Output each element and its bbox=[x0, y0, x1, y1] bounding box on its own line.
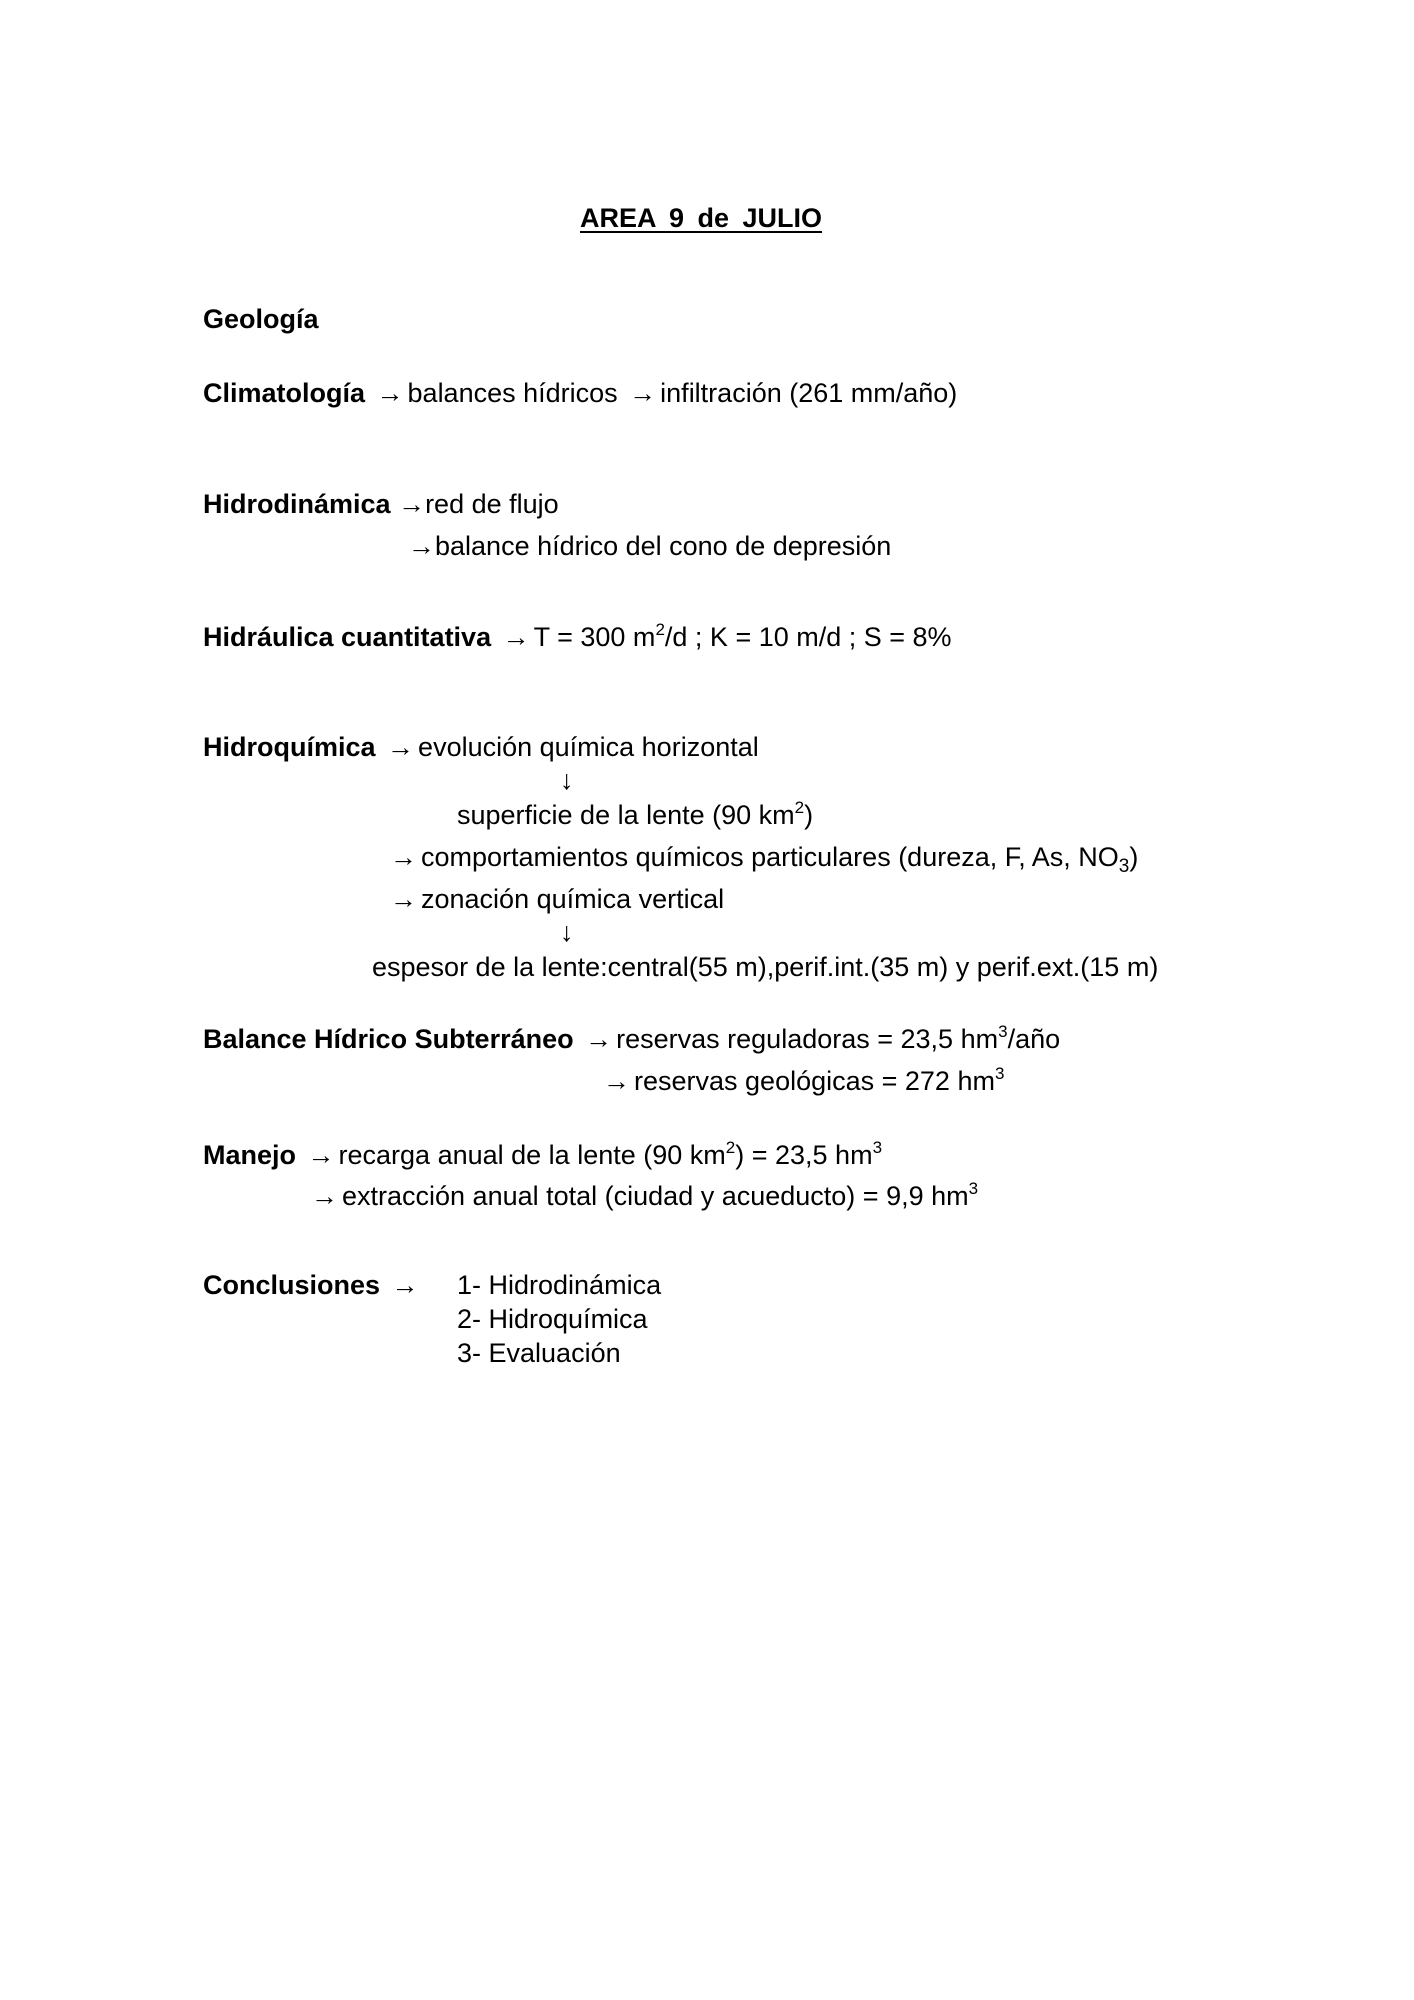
balance-line bbox=[203, 1022, 1060, 1056]
conclusiones-item: 2- Hidroquímica bbox=[457, 1304, 648, 1334]
hidroquimica-item: espesor de la lente:central(55 m),perif.int.(35 m) y perif.ext.(15 m) bbox=[372, 952, 1159, 982]
manejo-line bbox=[307, 1179, 978, 1213]
hidrodinamica-item: red de flujo bbox=[425, 489, 559, 519]
arrow-right-icon: → bbox=[585, 1024, 613, 1054]
hidraulica-value: /d ; K = 10 m/d ; S = 8% bbox=[664, 622, 952, 652]
heading-hidraulica: Hidráulica cuantitativa bbox=[203, 622, 492, 652]
balance-line bbox=[599, 1064, 1004, 1098]
arrow-right-icon: → bbox=[398, 489, 426, 519]
conclusiones-item: 1- Hidrodinámica bbox=[457, 1270, 662, 1300]
conclusiones-line bbox=[203, 1268, 423, 1302]
balance-item: reservas reguladoras = 23,5 hm bbox=[616, 1024, 999, 1054]
arrow-right-icon: → bbox=[502, 622, 530, 652]
manejo-item: recarga anual de la lente (90 km bbox=[338, 1140, 726, 1170]
subscript: 3 bbox=[1118, 856, 1130, 877]
arrow-right-icon: → bbox=[311, 1181, 338, 1211]
climatologia-item: balances hídricos bbox=[407, 378, 618, 408]
hidraulica-line bbox=[203, 620, 952, 654]
hidroquimica-item: ) bbox=[804, 800, 814, 830]
arrow-right-icon: → bbox=[408, 531, 435, 561]
heading-manejo: Manejo bbox=[203, 1140, 297, 1170]
balance-item: reservas geológicas = 272 hm bbox=[634, 1066, 995, 1096]
arrow-right-icon: → bbox=[387, 732, 415, 762]
superscript: 3 bbox=[968, 1179, 979, 1198]
hidrodinamica-item: balance hídrico del cono de depresión bbox=[435, 531, 892, 561]
manejo-item: ) = 23,5 hm bbox=[735, 1140, 873, 1170]
hidroquimica-line bbox=[386, 840, 1139, 877]
arrow-right-icon: → bbox=[390, 884, 417, 914]
hidraulica-value: T = 300 m bbox=[533, 622, 656, 652]
arrow-right-icon: → bbox=[376, 378, 404, 408]
hidroquimica-line bbox=[203, 730, 759, 764]
superscript: 2 bbox=[725, 1138, 736, 1157]
arrow-right-icon: → bbox=[629, 378, 657, 408]
arrow-right-icon: → bbox=[307, 1140, 335, 1170]
hidrodinamica-line bbox=[203, 487, 559, 521]
conclusiones-item: 3- Evaluación bbox=[457, 1338, 621, 1368]
arrow-right-icon: → bbox=[603, 1066, 630, 1096]
hidroquimica-item: ) bbox=[1129, 842, 1139, 872]
heading-climatologia: Climatología bbox=[203, 378, 366, 408]
arrow-down-icon: ↓ bbox=[560, 917, 574, 947]
hidroquimica-line bbox=[457, 798, 813, 832]
superscript: 3 bbox=[998, 1022, 1008, 1041]
heading-geologia: Geología bbox=[203, 304, 319, 334]
arrow-right-icon: → bbox=[390, 842, 417, 872]
hidroquimica-line bbox=[386, 882, 724, 916]
climatologia-item: infiltración (261 mm/año) bbox=[660, 378, 958, 408]
hidroquimica-item: comportamientos químicos particulares (dureza, F, As, NO bbox=[421, 842, 1119, 872]
climatologia-line bbox=[203, 376, 957, 410]
heading-hidroquimica: Hidroquímica bbox=[203, 732, 376, 762]
page-title: AREA 9 de JULIO bbox=[580, 203, 823, 233]
superscript: 3 bbox=[994, 1064, 1005, 1083]
hidrodinamica-line bbox=[408, 529, 891, 563]
arrow-right-icon: → bbox=[391, 1270, 419, 1300]
superscript: 3 bbox=[872, 1138, 883, 1157]
hidroquimica-item: evolución química horizontal bbox=[418, 732, 759, 762]
heading-conclusiones: Conclusiones bbox=[203, 1270, 381, 1300]
heading-hidrodinamica: Hidrodinámica bbox=[203, 489, 391, 519]
manejo-item: extracción anual total (ciudad y acueducto) = 9,9 hm bbox=[342, 1181, 969, 1211]
superscript: 2 bbox=[655, 620, 665, 639]
manejo-line bbox=[203, 1138, 882, 1172]
balance-item: /año bbox=[1007, 1024, 1061, 1054]
hidroquimica-item: superficie de la lente (90 km bbox=[457, 800, 795, 830]
heading-balance: Balance Hídrico Subterráneo bbox=[203, 1024, 574, 1054]
arrow-down-icon: ↓ bbox=[560, 765, 574, 795]
superscript: 2 bbox=[794, 798, 805, 817]
hidroquimica-item: zonación química vertical bbox=[421, 884, 725, 914]
